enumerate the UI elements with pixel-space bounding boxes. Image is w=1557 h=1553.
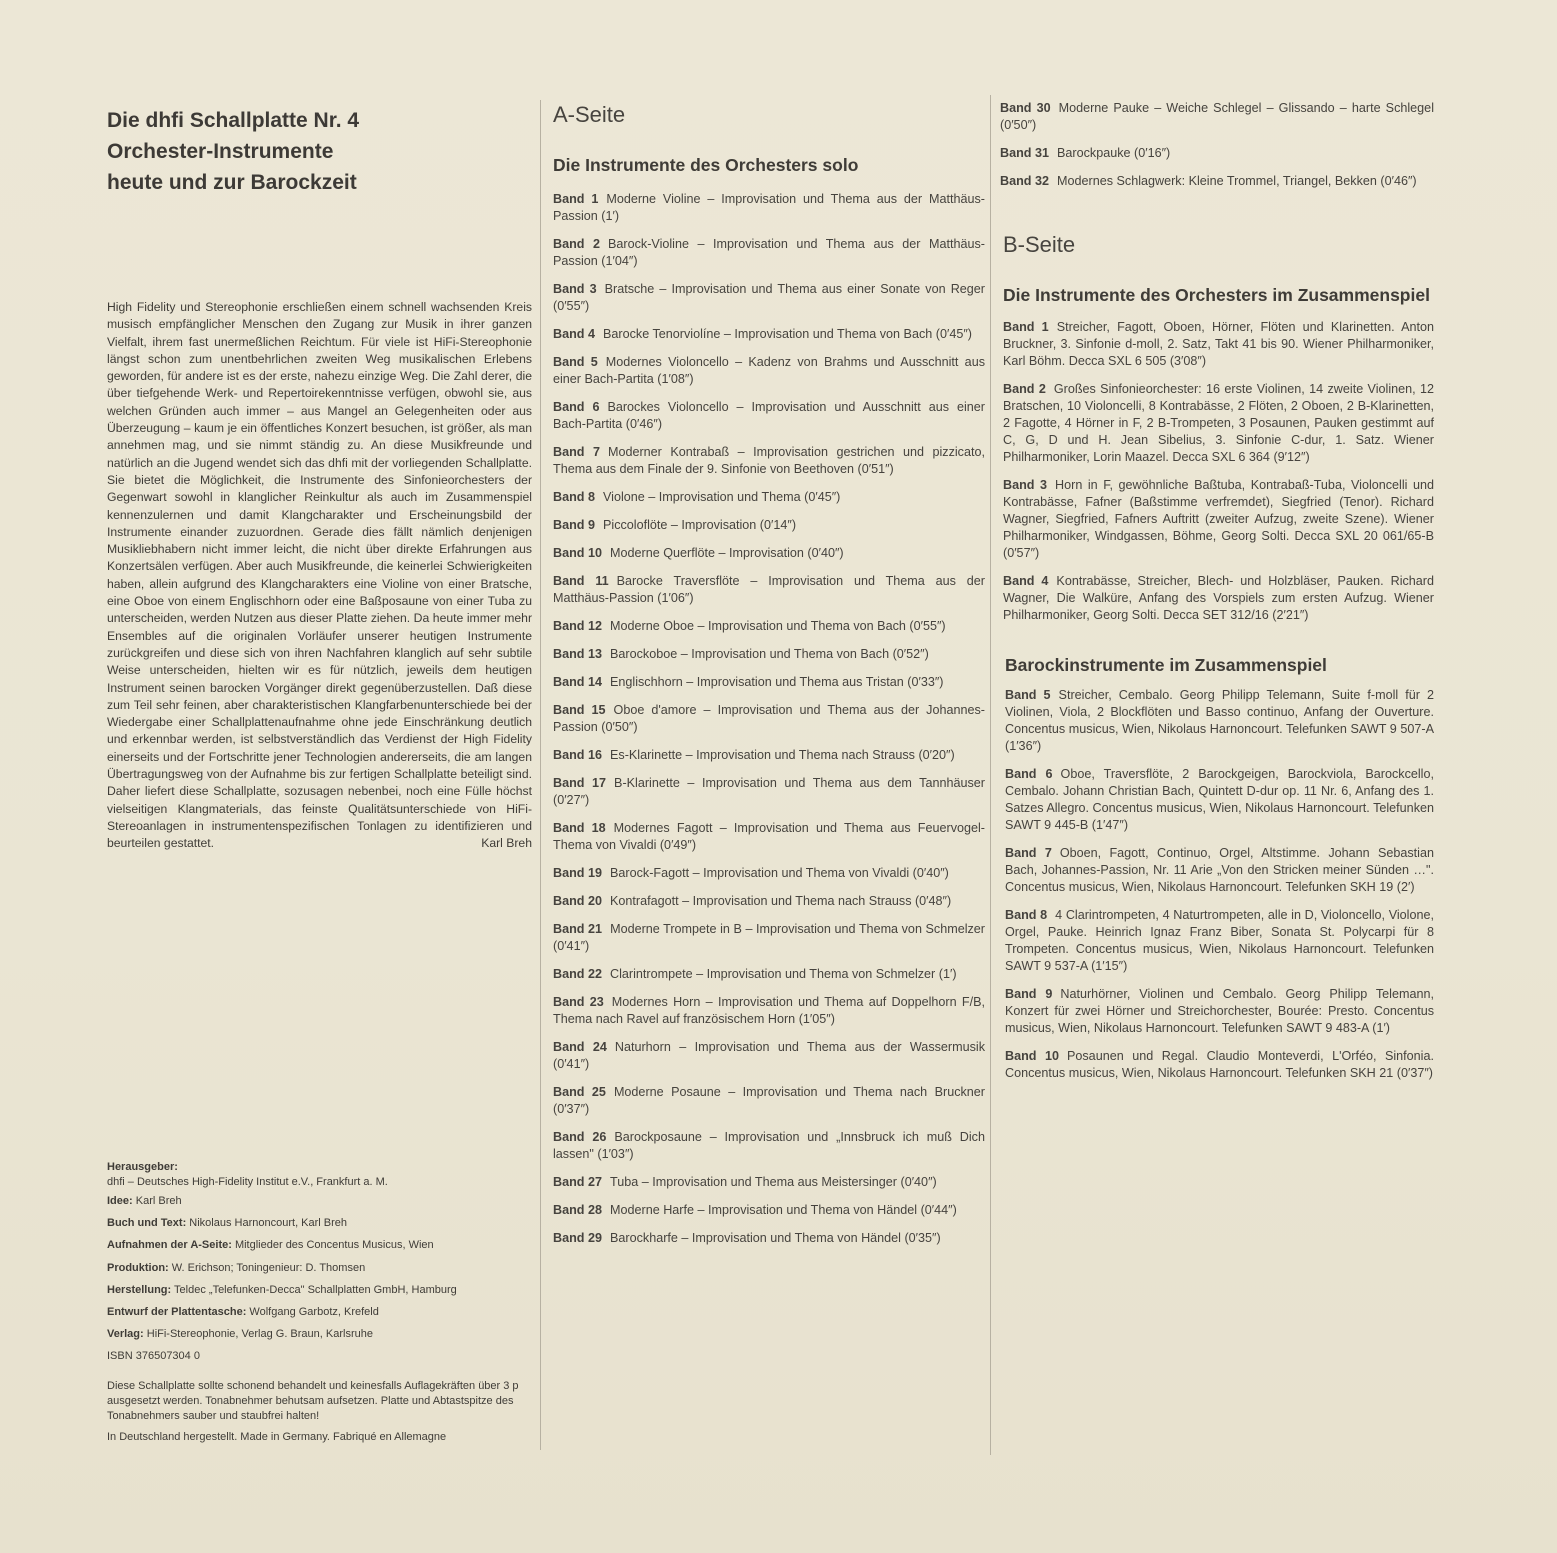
side-a-column xyxy=(553,100,985,1258)
band-entry xyxy=(553,399,985,433)
band-label: Band 12 xyxy=(553,619,602,633)
band-label: Band 5 xyxy=(1005,688,1051,702)
band-description: Modernes Horn – Improvisation und Thema auf Doppelhorn F/B, Thema nach Ravel auf französischem Horn (1′05″) xyxy=(553,995,985,1026)
album-title xyxy=(107,105,532,198)
band-label: Band 30 xyxy=(1000,101,1051,115)
band-label: Band 22 xyxy=(553,967,602,981)
credit-recordings: Aufnahmen der A-Seite: Mitglieder des Concentus Musicus, Wien xyxy=(107,1239,434,1252)
band-entry xyxy=(553,966,985,983)
band-entry xyxy=(553,618,985,635)
band-description: Barocke Tenorviolíne – Improvisation und Thema von Bach (0′45″) xyxy=(603,327,972,341)
band-entry xyxy=(1003,319,1434,370)
band-label: Band 32 xyxy=(1000,174,1049,188)
band-label: Band 3 xyxy=(1003,478,1048,492)
band-entry xyxy=(1000,100,1434,134)
band-description: Naturhörner, Violinen und Cembalo. Georg Philipp Telemann, Konzert für zwei Hörner und Streichorchester, Bourée: Presto. Concentus musicus, Wien, Nikolaus Harnoncourt. Telefunken SAWT 9 483-A (1′) xyxy=(1005,987,1434,1035)
band-entry xyxy=(553,1084,985,1118)
band-label: Band 28 xyxy=(553,1203,602,1217)
band-label: Band 24 xyxy=(553,1040,607,1054)
credit-design: Entwurf der Plattentasche: Wolfgang Garbotz, Krefeld xyxy=(107,1306,379,1319)
band-entry xyxy=(553,354,985,388)
band-description: Streicher, Cembalo. Georg Philipp Telemann, Suite f-moll für 2 Violinen, Viola, 2 Blockflöten und Basso continuo, Anfang der Ouverture. Concentus musicus, Wien, Nikolaus Harnoncourt. Telefunken SAWT 9 507-A (1′36″) xyxy=(1005,688,1434,753)
band-label: Band 19 xyxy=(553,866,602,880)
band-label: Band 5 xyxy=(553,355,598,369)
band-description: Oboe, Traversflöte, 2 Barockgeigen, Barockviola, Barockcello, Cembalo. Johann Christian Bach, Quintett D-dur op. 11 Nr. 6, Anfang des 1. Satzes Allegro. Concentus musicus, Wien, Nikolaus Harnoncourt. Telefunken SAWT 9 445-B (1′47″) xyxy=(1005,767,1434,832)
band-description: Barocke Traversflöte – Improvisation und Thema aus der Matthäus-Passion (1′06″) xyxy=(553,574,985,605)
care-notice: Diese Schallplatte sollte schonend behandelt und keinesfalls Auflagekräften über 3 p ausgesetzt werden. Tonabnehmer behutsam aufsetzen. Platte und Abtastspitze des Tonabnehmers sauber und staubfrei halten! xyxy=(107,1379,519,1422)
band-description: Englischhorn – Improvisation und Thema aus Tristan (0′33″) xyxy=(610,675,944,689)
band-description: Oboe d'amore – Improvisation und Thema aus der Johannes-Passion (0′50″) xyxy=(553,703,985,734)
band-description: Modernes Violoncello – Kadenz von Brahms und Ausschnitt aus einer Bach-Partita (1′08″) xyxy=(553,355,985,386)
band-label: Band 7 xyxy=(553,445,600,459)
band-label: Band 10 xyxy=(553,546,602,560)
band-description: Clarintrompete – Improvisation und Thema von Schmelzer (1′) xyxy=(610,967,957,981)
intro-text xyxy=(107,299,532,853)
band-description: Barock-Fagott – Improvisation und Thema von Vivaldi (0′40″) xyxy=(610,866,949,880)
band-entry xyxy=(1005,907,1434,975)
band-entry xyxy=(1000,173,1434,190)
band-label: Band 4 xyxy=(1003,574,1049,588)
band-entry xyxy=(553,674,985,691)
credit-publisher-value: dhfi – Deutsches High-Fidelity Institut e.V., Frankfurt a. M. xyxy=(107,1176,388,1188)
band-entry xyxy=(553,326,985,343)
band-description: Es-Klarinette – Improvisation und Thema nach Strauss (0′20″) xyxy=(610,748,955,762)
album-title-line-2: Orchester-Instrumente xyxy=(107,140,334,163)
album-title-line-3: heute und zur Barockzeit xyxy=(107,171,357,194)
band-label: Band 25 xyxy=(553,1085,606,1099)
band-entry xyxy=(553,191,985,225)
intro-author: Karl Breh xyxy=(481,836,532,851)
band-label: Band 7 xyxy=(1005,846,1052,860)
band-label: Band 6 xyxy=(1005,767,1053,781)
band-description: Horn in F, gewöhnliche Baßtuba, Kontrabaß-Tuba, Violoncelli und Kontrabässe, Fafner (Baßstimme verfremdet), Siegfried (Tenor). Richard Wagner, Siegfried, Fafners Auftritt (zweiter Aufzug, zweite Szene). Wiener Philharmoniker, Windgassen, Böhme, Georg Solti. Decca SXL 20 061/65-B (0′57″) xyxy=(1003,478,1434,560)
band-label: Band 11 xyxy=(553,574,609,588)
band-description: Moderne Posaune – Improvisation und Thema nach Bruckner (0′37″) xyxy=(553,1085,985,1116)
band-entry xyxy=(553,1039,985,1073)
credit-publisher2: Verlag: HiFi-Stereophonie, Verlag G. Braun, Karlsruhe xyxy=(107,1328,373,1341)
band-description: Kontrafagott – Improvisation und Thema nach Strauss (0′48″) xyxy=(610,894,952,908)
side-a-band-list-continued xyxy=(1000,100,1434,190)
credit-manufacture: Herstellung: Teldec „Telefunken-Decca" Schallplatten GmbH, Hamburg xyxy=(107,1283,457,1296)
band-label: Band 1 xyxy=(1003,320,1049,334)
band-entry xyxy=(553,444,985,478)
band-entry xyxy=(553,573,985,607)
side-b-band-list-2 xyxy=(1000,687,1434,1082)
isbn: ISBN 376507304 0 xyxy=(107,1350,200,1363)
band-entry xyxy=(553,865,985,882)
side-a-heading: A-Seite xyxy=(553,102,626,127)
band-entry xyxy=(553,921,985,955)
handling-notice xyxy=(107,1379,527,1445)
album-title-line-1: Die dhfi Schallplatte Nr. 4 xyxy=(107,109,360,132)
band-description: Oboen, Fagott, Continuo, Orgel, Altstimme. Johann Sebastian Bach, Johannes-Passion, Nr. 11 Arie „Von den Stricken meiner Sünden …". Concentus musicus, Wien, Nikolaus Harnoncourt. Telefunken SKH 19 (2′) xyxy=(1005,846,1434,894)
band-label: Band 16 xyxy=(553,748,602,762)
band-description: Bratsche – Improvisation und Thema aus einer Sonate von Reger (0′55″) xyxy=(553,282,985,313)
band-entry xyxy=(1000,145,1434,162)
band-entry xyxy=(553,236,985,270)
band-label: Band 15 xyxy=(553,703,606,717)
credit-idea: Idee: Karl Breh xyxy=(107,1195,182,1207)
band-description: Barockpauke (0′16″) xyxy=(1057,146,1171,160)
band-description: Moderner Kontrabaß – Improvisation gestrichen und pizzicato, Thema aus dem Finale der 9. Sinfonie von Beethoven (0′51″) xyxy=(553,445,985,476)
band-label: Band 29 xyxy=(553,1231,602,1245)
intro-body: High Fidelity und Stereophonie erschließen einem schnell wachsenden Kreis musisch empfänglicher Menschen den Zugang zur Musik in ihrer ganzen Vielfalt, ihrem fast unermeßlichen Reichtum. Für viele ist HiFi-Stereophonie längst schon zum unentbehrlichen zweiten Weg musikalischen Erlebens geworden, für andere ist es der erste, nahezu einzige Weg. Die Zahl derer, die über tiefgehende Werk- und Repertoirekenntnisse verfügen, obwohl sie, aus welchen Gründen auch immer – aus Mangel an Gelegenheiten oder aus Überzeugung – kaum je ein öffentliches Konzert besuchen, ist größer, als man annehmen mag, und sie nimmt ständig zu. An diese Musikfreunde und natürlich an die Jugend wendet sich das dhfi mit der vorliegenden Schallplatte. Sie bietet die Möglichkeit, die Instrumente des Sinfonieorchesters der Gegenwart sowohl in klanglicher Reinkultur als auch im Zusammenspiel kennenzulernen und damit Klangcharakter und Erscheinungsbild der Instrumente einander zuzuordnen. Gerade dies fällt nämlich denjenigen Musikliebhabern nicht immer leicht, die nicht über direkte Erfahrungen aus Konzertsälen verfügen. Aber auch Musikfreunde, die keinerlei Schwierigkeiten haben, allein aufgrund des Klangcharakters eine Violine von einer Bratsche, eine Oboe von einem Englischhorn oder eine Baßposaune von einer Tuba zu unterscheiden, werden Nutzen aus dieser Platte ziehen. Da heute immer mehr Ensembles auf die originalen Vorläufer unserer heutigen Instrumente zurückgreifen und diese sich von ihren Nachfahren klanglich auf sehr subtile Weise unterscheiden, hielten wir es für nützlich, jeweils dem heutigen Instrument seinen barocken Vorgänger direkt gegenüberzustellen. Daß diese zum Teil sehr feinen, aber charakteristischen Klangfarbenunterschiede bei der Wiedergabe einer Schallplattenaufnahme ohne jede Einschränkung deutlich und erkennbar werden, ist selbstverständlich das Verdienst der High Fidelity einerseits und der Fortschritte jener Technologien andererseits, die am langen Übertragungsweg von der Aufnahme bis zur fertigen Schallplatte beteiligt sind. Daher liefert diese Schallplatte, sozusagen nebenbei, noch eine Fülle höchst vielseitigen Klangmaterials, das feinste Qualitätsunterschiede von HiFi-Stereoanlagen in instrumentenspezifischen Tonlagen zu identifizieren und beurteilen gestattet. xyxy=(107,300,532,851)
band-label: Band 4 xyxy=(553,327,595,341)
band-label: Band 27 xyxy=(553,1175,602,1189)
band-description: Streicher, Fagott, Oboen, Hörner, Flöten und Klarinetten. Anton Bruckner, 3. Sinfonie d-moll, 2. Satz, Takt 41 bis 90. Wiener Philharmoniker, Karl Böhm. Decca SXL 6 505 (3′08″) xyxy=(1003,320,1434,368)
credits xyxy=(107,1160,527,1451)
band-label: Band 2 xyxy=(553,237,601,251)
column-divider-right xyxy=(990,95,991,1455)
band-description: Moderne Pauke – Weiche Schlegel – Glissando – harte Schlegel (0′50″) xyxy=(1000,101,1434,132)
band-label: Band 9 xyxy=(1005,987,1053,1001)
band-entry xyxy=(1003,381,1434,466)
band-label: Band 17 xyxy=(553,776,607,790)
band-description: Barockes Violoncello – Improvisation und Ausschnitt aus einer Bach-Partita (0′46″) xyxy=(553,400,985,431)
band-label: Band 2 xyxy=(1003,382,1046,396)
band-description: Violone – Improvisation und Thema (0′45″) xyxy=(603,490,841,504)
band-entry xyxy=(1005,766,1434,834)
side-b-band-list-1 xyxy=(1000,319,1434,624)
band-entry xyxy=(553,489,985,506)
band-entry xyxy=(553,646,985,663)
band-entry xyxy=(553,1129,985,1163)
band-description: Barockposaune – Improvisation und „Innsbruck ich muß Dich lassen" (1′03″) xyxy=(553,1130,985,1161)
band-description: B-Klarinette – Improvisation und Thema aus dem Tannhäuser (0′27″) xyxy=(553,776,985,807)
band-entry xyxy=(553,820,985,854)
band-entry xyxy=(1005,986,1434,1037)
band-description: Kontrabässe, Streicher, Blech- und Holzbläser, Pauken. Richard Wagner, Die Walküre, Anfang des Vorspiels zum ersten Aufzug. Wiener Philharmoniker, Georg Solti. Decca SET 312/16 (2′21″) xyxy=(1003,574,1434,622)
band-label: Band 21 xyxy=(553,922,603,936)
band-description: Naturhorn – Improvisation und Thema aus der Wassermusik (0′41″) xyxy=(553,1040,985,1071)
band-description: Barock-Violine – Improvisation und Thema aus der Matthäus-Passion (1′04″) xyxy=(553,237,985,268)
band-label: Band 20 xyxy=(553,894,602,908)
band-description: Großes Sinfonieorchester: 16 erste Violinen, 14 zweite Violinen, 12 Bratschen, 10 Violoncelli, 8 Kontrabässe, 2 Flöten, 2 Oboen, 2 B-Klarinetten, 2 Fagotte, 4 Hörner in F, 2 B-Trompeten, 3 Posaunen, Pauken gestimmt auf C, G, D und H. Jean Sibelius, 3. Sinfonie C-dur, 1. Satz. Wiener Philharmoniker, Lorin Maazel. Decca SXL 6 364 (9′12″) xyxy=(1003,382,1434,464)
band-description: 4 Clarintrompeten, 4 Naturtrompeten, alle in D, Violoncello, Violone, Orgel, Pauke. Heinrich Ignaz Franz Biber, Sonata St. Polycarpi für 8 Trompeten. Concentus musicus, Wien, Nikolaus Harnoncourt. Telefunken SAWT 9 537-A (1′15″) xyxy=(1005,908,1434,973)
band-label: Band 6 xyxy=(553,400,600,414)
band-entry xyxy=(553,545,985,562)
band-entry xyxy=(553,747,985,764)
band-description: Modernes Schlagwerk: Kleine Trommel, Triangel, Bekken (0′46″) xyxy=(1057,174,1417,188)
band-label: Band 3 xyxy=(553,282,597,296)
origin-notice: In Deutschland hergestellt. Made in Germany. Fabriqué en Allemagne xyxy=(107,1430,447,1443)
band-description: Moderne Harfe – Improvisation und Thema von Händel (0′44″) xyxy=(610,1203,957,1217)
band-label: Band 13 xyxy=(553,647,602,661)
band-entry xyxy=(553,1174,985,1191)
band-label: Band 18 xyxy=(553,821,606,835)
side-b-heading: B-Seite xyxy=(1003,232,1076,257)
band-entry xyxy=(553,702,985,736)
band-entry xyxy=(553,517,985,534)
band-entry xyxy=(1003,573,1434,624)
band-entry xyxy=(553,281,985,315)
band-description: Tuba – Improvisation und Thema aus Meistersinger (0′40″) xyxy=(610,1175,937,1189)
band-label: Band 1 xyxy=(553,192,599,206)
column-divider-left xyxy=(540,100,541,1450)
band-label: Band 8 xyxy=(553,490,595,504)
band-label: Band 26 xyxy=(553,1130,607,1144)
band-label: Band 23 xyxy=(553,995,604,1009)
band-description: Piccoloflöte – Improvisation (0′14″) xyxy=(603,518,797,532)
band-entry xyxy=(1003,477,1434,562)
credit-production: Produktion: W. Erichson; Toningenieur: D. Thomsen xyxy=(107,1261,366,1274)
band-label: Band 14 xyxy=(553,675,602,689)
side-a-section-heading: Die Instrumente des Orchesters solo xyxy=(553,155,859,175)
band-entry xyxy=(553,893,985,910)
band-entry xyxy=(553,1230,985,1247)
band-description: Modernes Fagott – Improvisation und Thema aus Feuervogel-Thema von Vivaldi (0′49″) xyxy=(553,821,985,852)
band-label: Band 10 xyxy=(1005,1049,1059,1063)
band-label: Band 9 xyxy=(553,518,595,532)
side-a-band-list xyxy=(553,191,985,1247)
band-description: Moderne Querflöte – Improvisation (0′40″) xyxy=(610,546,844,560)
credit-publisher-label: Herausgeber: xyxy=(107,1161,178,1173)
band-entry xyxy=(553,1202,985,1219)
band-description: Posaunen und Regal. Claudio Monteverdi, L'Orféo, Sinfonia. Concentus musicus, Wien, Nikolaus Harnoncourt. Telefunken SKH 21 (0′37″) xyxy=(1005,1049,1434,1080)
band-label: Band 8 xyxy=(1005,908,1048,922)
band-description: Barockoboe – Improvisation und Thema von Bach (0′52″) xyxy=(610,647,929,661)
band-label: Band 31 xyxy=(1000,146,1049,160)
band-description: Barockharfe – Improvisation und Thema von Händel (0′35″) xyxy=(610,1231,941,1245)
band-entry xyxy=(553,994,985,1028)
side-b-column xyxy=(1000,100,1434,1093)
band-entry xyxy=(1005,687,1434,755)
band-entry xyxy=(553,775,985,809)
left-column xyxy=(107,105,532,853)
band-entry xyxy=(1005,845,1434,896)
side-b-section2-heading: Barockinstrumente im Zusammenspiel xyxy=(1005,655,1327,675)
band-description: Moderne Violine – Improvisation und Thema aus der Matthäus-Passion (1′) xyxy=(553,192,985,223)
credit-book: Buch und Text: Nikolaus Harnoncourt, Karl Breh xyxy=(107,1217,348,1230)
side-b-section1-heading: Die Instrumente des Orchesters im Zusammenspiel xyxy=(1003,285,1430,305)
band-description: Moderne Trompete in B – Improvisation und Thema von Schmelzer (0′41″) xyxy=(553,922,986,953)
band-entry xyxy=(1005,1048,1434,1082)
band-description: Moderne Oboe – Improvisation und Thema von Bach (0′55″) xyxy=(610,619,946,633)
